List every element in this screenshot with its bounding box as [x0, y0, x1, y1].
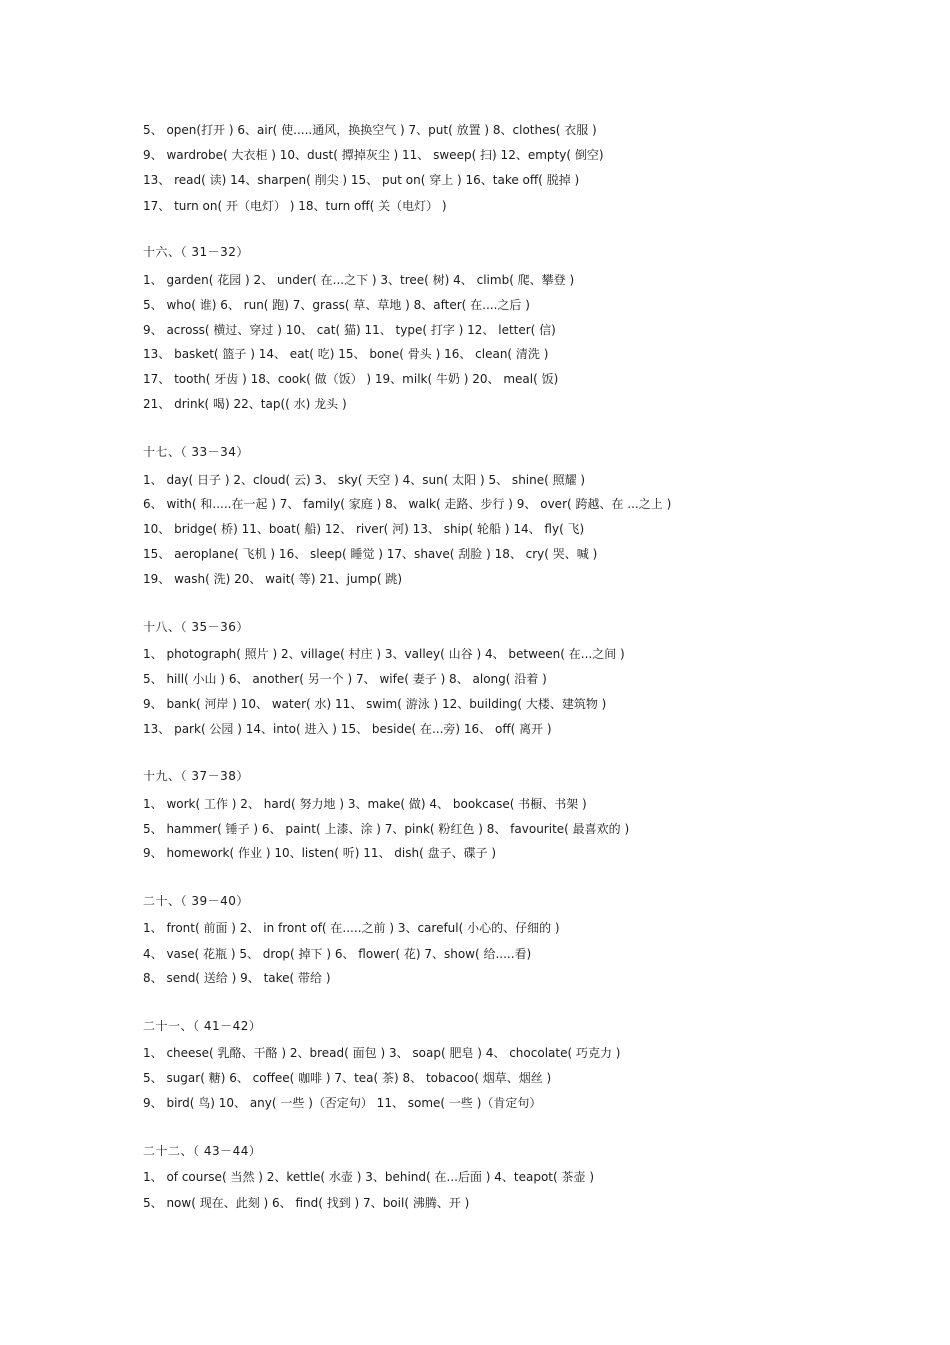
- vocab-line: 9、 across( 横过、穿过 ) 10、 cat( 猫) 11、 type( 打字 ) 12、 letter( 信): [143, 323, 556, 337]
- section-heading: 十九、（ 37－38）: [143, 769, 249, 783]
- vocab-line: 1、 of course( 当然 ) 2、kettle( 水壶 ) 3、behind( 在...后面 ) 4、teapot( 茶壶 ): [143, 1170, 595, 1184]
- section-heading: 二十一、（ 41－42）: [143, 1019, 262, 1033]
- vocab-line: 5、 hammer( 锤子 ) 6、 paint( 上漆、涂 ) 7、pink( 粉红色 ) 8、 favourite( 最喜欢的 ): [143, 822, 630, 836]
- vocab-line: 4、 vase( 花瓶 ) 5、 drop( 掉下 ) 6、 flower( 花) 7、show( 给.....看): [143, 947, 532, 961]
- vocab-line: 1、 photograph( 照片 ) 2、village( 村庄 ) 3、valley( 山谷 ) 4、 between( 在...之间 ): [143, 647, 625, 661]
- vocab-line: 5、 who( 谁) 6、 run( 跑) 7、grass( 草、草地 ) 8、after( 在....之后 ): [143, 298, 530, 312]
- vocab-line: 9、 bank( 河岸 ) 10、 water( 水) 11、 swim( 游泳 ) 12、building( 大楼、建筑物 ): [143, 697, 607, 711]
- vocab-line: 17、 tooth( 牙齿 ) 18、cook( 做（饭） ) 19、milk( 牛奶 ) 20、 meal( 饭): [143, 372, 559, 386]
- vocab-line: 10、 bridge( 桥) 11、boat( 船) 12、 river( 河) 13、 ship( 轮船 ) 14、 fly( 飞): [143, 522, 585, 536]
- vocab-line: 1、 work( 工作 ) 2、 hard( 努力地 ) 3、make( 做) 4、 bookcase( 书橱、书架 ): [143, 797, 587, 811]
- vocab-line: 8、 send( 送给 ) 9、 take( 带给 ): [143, 971, 331, 985]
- vocab-line: 5、 now( 现在、此刻 ) 6、 find( 找到 ) 7、boil( 沸腾、开 ): [143, 1196, 470, 1210]
- vocab-line: 21、 drink( 喝) 22、tap(( 水) 龙头 ): [143, 397, 347, 411]
- section-heading: 二十、（ 39－40）: [143, 894, 249, 908]
- vocab-line: 13、 park( 公园 ) 14、into( 进入 ) 15、 beside( 在...旁) 16、 off( 离开 ): [143, 722, 552, 736]
- vocab-line: 1、 day( 日子 ) 2、cloud( 云) 3、 sky( 天空 ) 4、sun( 太阳 ) 5、 shine( 照耀 ): [143, 473, 586, 487]
- vocab-line: 13、 basket( 篮子 ) 14、 eat( 吃) 15、 bone( 骨头 ) 16、 clean( 清洗 ): [143, 347, 549, 361]
- vocab-line: 9、 homework( 作业 ) 10、listen( 听) 11、 dish( 盘子、碟子 ): [143, 846, 497, 860]
- vocab-line: 17、 turn on( 开（电灯） ) 18、turn off( 关（电灯） ): [143, 199, 447, 213]
- vocab-line: 6、 with( 和.....在一起 ) 7、 family( 家庭 ) 8、 walk( 走路、步行 ) 9、 over( 跨越、在 ...之上 ): [143, 497, 672, 511]
- vocab-line: 15、 aeroplane( 飞机 ) 16、 sleep( 睡觉 ) 17、shave( 刮脸 ) 18、 cry( 哭、喊 ): [143, 547, 598, 561]
- vocab-line: 1、 garden( 花园 ) 2、 under( 在...之下 ) 3、tree( 树) 4、 climb( 爬、攀登 ): [143, 273, 575, 287]
- section-heading: 十六、（ 31－32）: [143, 245, 249, 259]
- vocab-line: 19、 wash( 洗) 20、 wait( 等) 21、jump( 跳): [143, 572, 403, 586]
- section-heading: 十七、（ 33－34）: [143, 445, 249, 459]
- vocab-line: 9、 wardrobe( 大衣柜 ) 10、dust( 撢掉灰尘 ) 11、 sweep( 扫) 12、empty( 倒空): [143, 148, 604, 162]
- section-heading: 二十二、（ 43－44）: [143, 1144, 262, 1158]
- vocab-line: 1、 front( 前面 ) 2、 in front of( 在.....之前 ) 3、careful( 小心的、仔细的 ): [143, 921, 560, 935]
- section-heading: 十八、（ 35－36）: [143, 620, 249, 634]
- vocab-line: 13、 read( 读) 14、sharpen( 削尖 ) 15、 put on( 穿上 ) 16、take off( 脱掉 ): [143, 173, 580, 187]
- vocab-line: 5、 sugar( 糖) 6、 coffee( 咖啡 ) 7、tea( 茶) 8、 tobacoo( 烟草、烟丝 ): [143, 1071, 552, 1085]
- vocab-line: 1、 cheese( 乳酪、干酪 ) 2、bread( 面包 ) 3、 soap( 肥皂 ) 4、 chocolate( 巧克力 ): [143, 1046, 621, 1060]
- vocab-line: 9、 bird( 鸟) 10、 any( 一些 )（否定句） 11、 some( 一些 )（肯定句）: [143, 1096, 542, 1110]
- vocab-line: 5、 open(打开 ) 6、air( 使.....通风，换换空气 ) 7、put( 放置 ) 8、clothes( 衣服 ): [143, 123, 597, 137]
- vocab-line: 5、 hill( 小山 ) 6、 another( 另一个 ) 7、 wife( 妻子 ) 8、 along( 沿着 ): [143, 672, 547, 686]
